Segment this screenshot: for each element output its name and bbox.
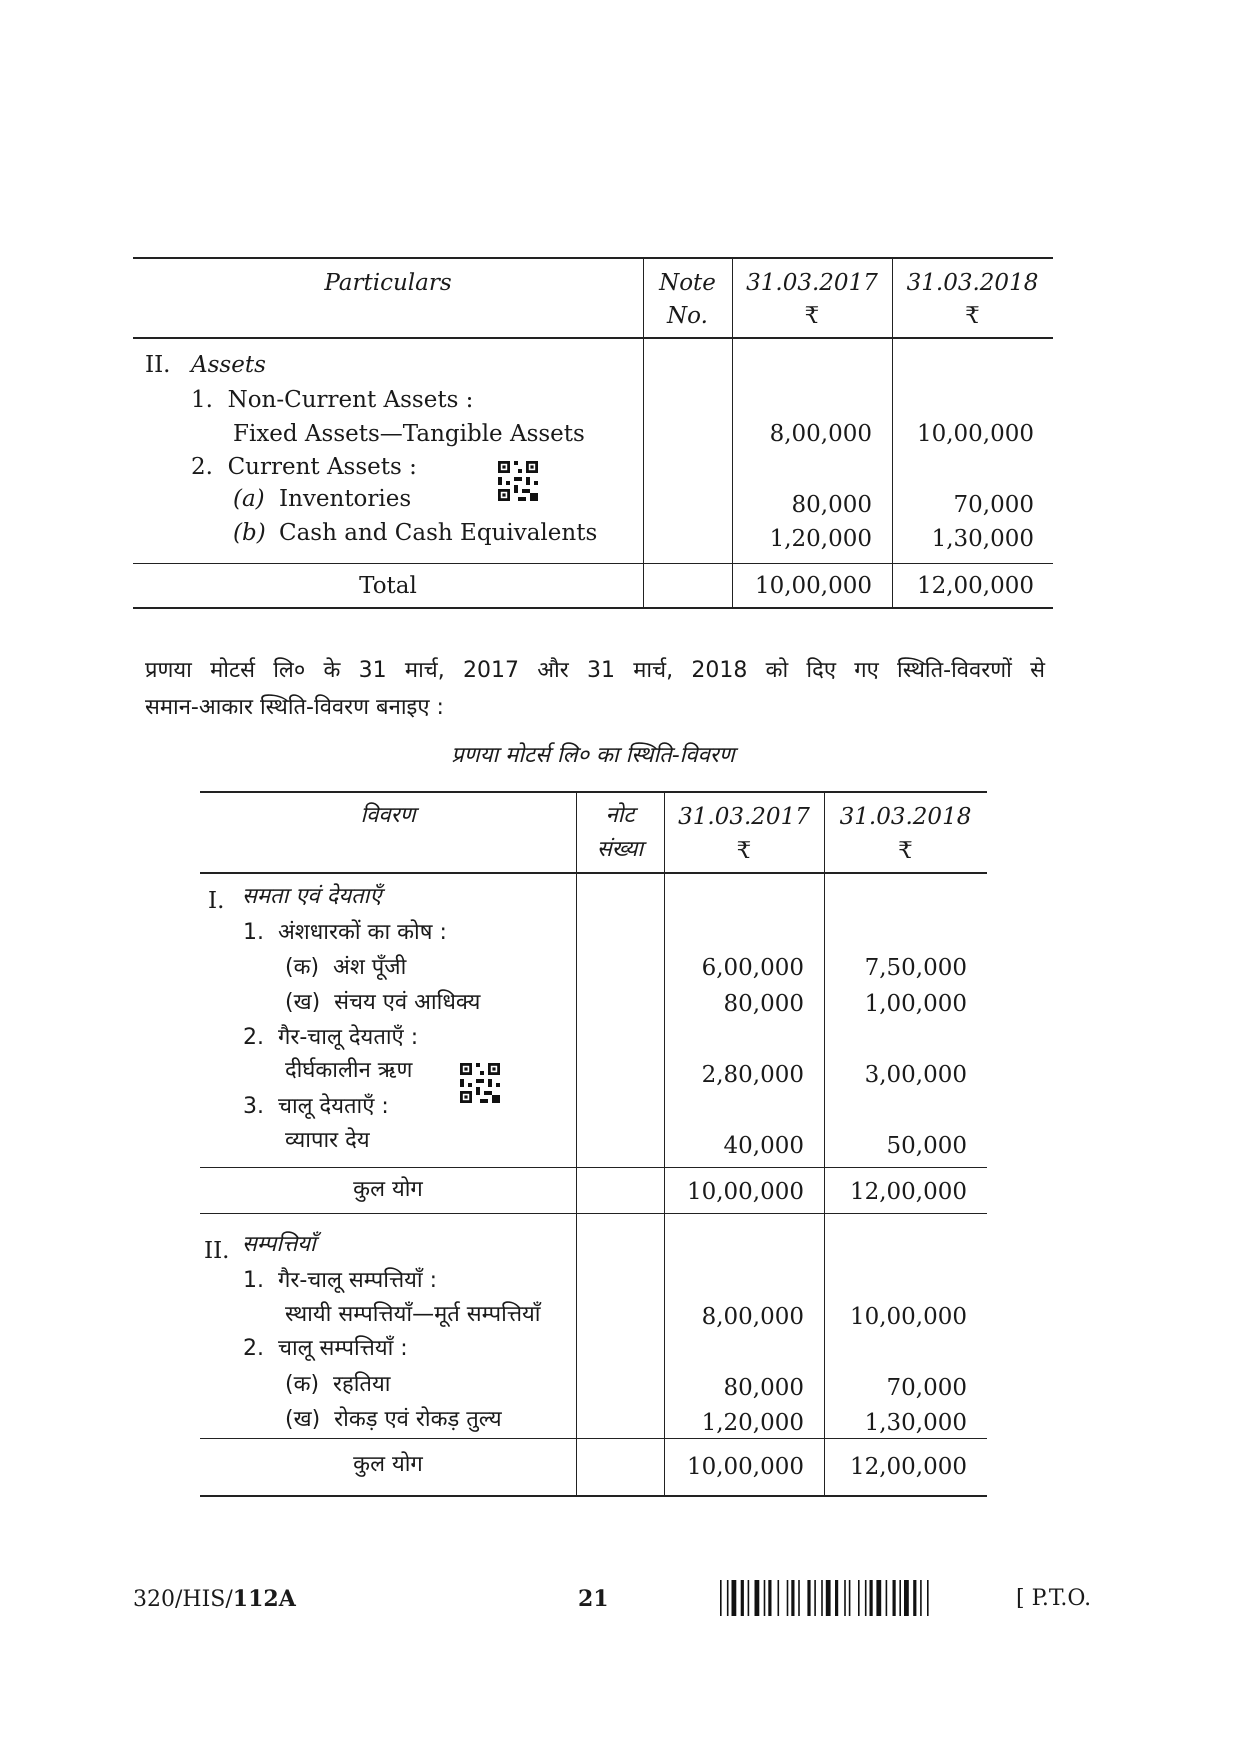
row-label: स्थायी सम्पत्तियाँ—मूर्त सम्पत्तियाँ: [285, 1302, 541, 1327]
total-label: Total: [359, 573, 417, 599]
total-label: कुल योग: [353, 1177, 423, 1202]
value-2017: 6,00,000: [701, 955, 804, 981]
total-label: कुल योग: [353, 1452, 423, 1477]
paper-code: [133, 1588, 296, 1611]
header-date-2018: 31.03.2018: [906, 270, 1039, 296]
header-particulars: विवरण: [360, 803, 416, 828]
row-label: 3. चालू देयताएँ :: [243, 1094, 389, 1119]
total-2018: 12,00,000: [849, 1179, 967, 1205]
table1-header-rule: [133, 337, 1053, 339]
section-numeral: II.: [204, 1238, 230, 1264]
header-note-no: नोट: [605, 803, 635, 828]
question-line: प्रणया मोटर्स लि० के 31 मार्च, 2017 और 31 मार्च, 2018 को दिए गए स्थिति-विवरणों से: [145, 658, 1045, 683]
rupee-symbol: ₹: [804, 303, 820, 329]
row-label: दीर्घकालीन ऋण: [285, 1058, 413, 1083]
header-date-2017: 31.03.2017: [746, 270, 878, 296]
table2-top-rule: [200, 791, 987, 793]
value-2018: 70,000: [886, 1375, 967, 1401]
value-2018: 1,30,000: [931, 526, 1034, 552]
row-label: (क) अंश पूँजी: [285, 955, 407, 980]
table-caption: प्रणया मोटर्स लि० का स्थिति-विवरण: [451, 743, 735, 768]
value-2017: 2,80,000: [701, 1062, 804, 1088]
row-label: Cash and Cash Equivalents: [279, 520, 598, 546]
value-2017: 8,00,000: [701, 1304, 804, 1330]
value-2018: 50,000: [886, 1133, 967, 1159]
barcode-icon: [720, 1580, 1000, 1616]
row-label: (ख) रोकड़ एवं रोकड़ तुल्य: [285, 1407, 502, 1432]
total-2018: 12,00,000: [916, 573, 1034, 599]
row-label: 1. Non-Current Assets :: [191, 387, 474, 413]
row-marker: (a): [233, 486, 265, 512]
paper-code-bold: 112A: [232, 1586, 296, 1612]
rupee-symbol: ₹: [965, 303, 980, 329]
table2-total-rule: [200, 1167, 987, 1168]
table2-section-rule: [200, 1213, 987, 1214]
section-numeral: I.: [208, 888, 225, 914]
header-date-2017: 31.03.2017: [678, 804, 810, 830]
qr-code-icon: [460, 1063, 500, 1103]
section-numeral: II.: [145, 352, 171, 378]
header-particulars: Particulars: [324, 270, 452, 296]
table2-bottom-rule: [200, 1495, 987, 1497]
row-label: व्यापार देय: [285, 1128, 370, 1153]
value-2018: 7,50,000: [864, 955, 967, 981]
value-2018: 1,30,000: [864, 1410, 967, 1436]
total-2017: 10,00,000: [686, 1179, 804, 1205]
header-note-no-line2: संख्या: [596, 837, 644, 862]
row-label: 1. अंशधारकों का कोष :: [243, 920, 447, 945]
header-note-no-line2: No.: [667, 303, 708, 329]
table2-total-rule: [200, 1438, 987, 1439]
row-label: 2. Current Assets :: [191, 454, 417, 480]
row-label: (ख) संचय एवं आधिक्य: [285, 990, 481, 1015]
question-text: [145, 652, 1045, 727]
value-2018: 1,00,000: [864, 991, 967, 1017]
table2-header-rule: [200, 872, 987, 874]
value-2017: 80,000: [723, 991, 804, 1017]
row-label: 2. चालू सम्पत्तियाँ :: [243, 1336, 408, 1361]
row-label: Fixed Assets—Tangible Assets: [233, 421, 585, 447]
row-label: 2. गैर-चालू देयताएँ :: [243, 1025, 419, 1050]
row-label: Inventories: [279, 486, 412, 512]
value-2017: 40,000: [723, 1133, 804, 1159]
section-title: सम्पत्तियाँ: [242, 1232, 316, 1257]
table2-col-divider: [576, 791, 577, 1495]
row-label: 1. गैर-चालू सम्पत्तियाँ :: [243, 1268, 438, 1293]
table1-total-rule: [133, 563, 1053, 564]
section-title: समता एवं देयताएँ: [242, 884, 382, 909]
value-2017: 80,000: [791, 492, 872, 518]
row-marker: (b): [233, 520, 266, 546]
table1-top-rule: [133, 257, 1053, 259]
value-2017: 1,20,000: [701, 1410, 804, 1436]
pto-label: [ P.T.O.: [1016, 1586, 1092, 1611]
total-2017: 10,00,000: [754, 573, 872, 599]
value-2018: 10,00,000: [916, 421, 1034, 447]
table1-bottom-rule: [133, 607, 1053, 609]
value-2017: 80,000: [723, 1375, 804, 1401]
rupee-symbol: ₹: [898, 838, 913, 864]
rupee-symbol: ₹: [736, 838, 752, 864]
value-2018: 3,00,000: [864, 1062, 967, 1088]
total-2018: 12,00,000: [849, 1454, 967, 1480]
page-number: 21: [578, 1586, 609, 1612]
value-2017: 8,00,000: [769, 421, 872, 447]
header-date-2018: 31.03.2018: [839, 804, 972, 830]
value-2018: 70,000: [953, 492, 1034, 518]
question-line: समान-आकार स्थिति-विवरण बनाइए :: [145, 695, 444, 721]
header-note-no: Note: [659, 270, 716, 296]
qr-code-icon: [498, 461, 538, 501]
row-label: (क) रहतिया: [285, 1372, 391, 1397]
value-2017: 1,20,000: [769, 526, 872, 552]
section-title: Assets: [191, 352, 266, 378]
value-2018: 10,00,000: [849, 1304, 967, 1330]
total-2017: 10,00,000: [686, 1454, 804, 1480]
paper-code-prefix: 320/HIS/: [133, 1587, 233, 1612]
